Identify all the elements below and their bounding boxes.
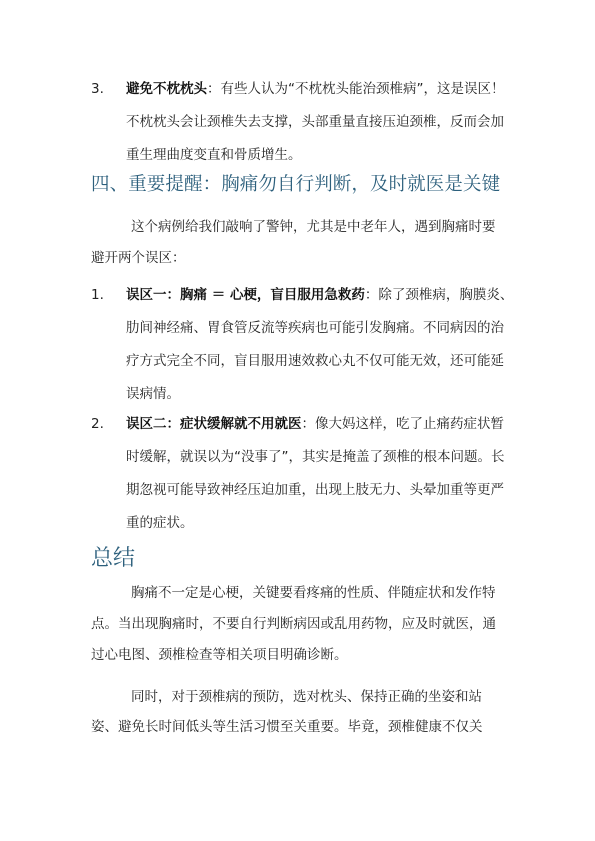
list-item-title: 误区一：胸痛 ＝ 心梗，盲目服用急救药 [126,287,365,303]
summary-paragraph-1: 胸痛不一定是心梗，关键要看疼痛的性质、伴随症状和发作特点。当出现胸痛时，不要自行判断病因或乱用药物，应及时就医，通过心电图、颈椎检查等相关项目明确诊断。 [91,585,496,663]
list-number: 2. [91,416,104,432]
list-item-title: 避免不枕枕头 [126,81,207,97]
list-item-body [126,408,516,540]
section-heading-important-reminder: 四、重要提醒：胸痛勿自行判断，及时就医是关键 [91,174,501,195]
list-number: 3. [91,81,104,97]
list-item-title: 误区二：症状缓解就不用就医 [126,416,302,432]
list-number: 1. [91,287,104,303]
summary-paragraph-2: 同时，对于颈椎病的预防，选对枕头、保持正确的坐姿和站姿、避免长时间低头等生活习惯至关重要。毕竟，颈椎健康不仅关 [91,689,483,735]
summary-heading: 总结 [91,546,136,571]
list-item-text: ：像大妈这样，吃了止痛药症状暂时缓解，就误以为“没事了”，其实是掩盖了颈椎的根本问题。长期忽视可能导致神经压迫加重，出现上肢无力、头晕加重等更严重的症状。 [126,416,505,531]
list-item-text: ：有些人认为“不枕枕头能治颈椎病”，这是误区！不枕枕头会让颈椎失去支撑，头部重量直接压迫颈椎，反而会加重生理曲度变直和骨质增生。 [126,81,505,163]
list-item-text: ：除了颈椎病，胸膜炎、肋间神经痛、胃食管反流等疾病也可能引发胸痛。不同病因的治疗方式完全不同，盲目服用速效救心丸不仅可能无效，还可能延误病情。 [126,287,514,402]
list-item-body [126,279,516,411]
list-item-body [126,73,516,172]
section-intro-paragraph: 这个病例给我们敲响了警钟，尤其是中老年人，遇到胸痛时要避开两个误区： [91,219,496,266]
